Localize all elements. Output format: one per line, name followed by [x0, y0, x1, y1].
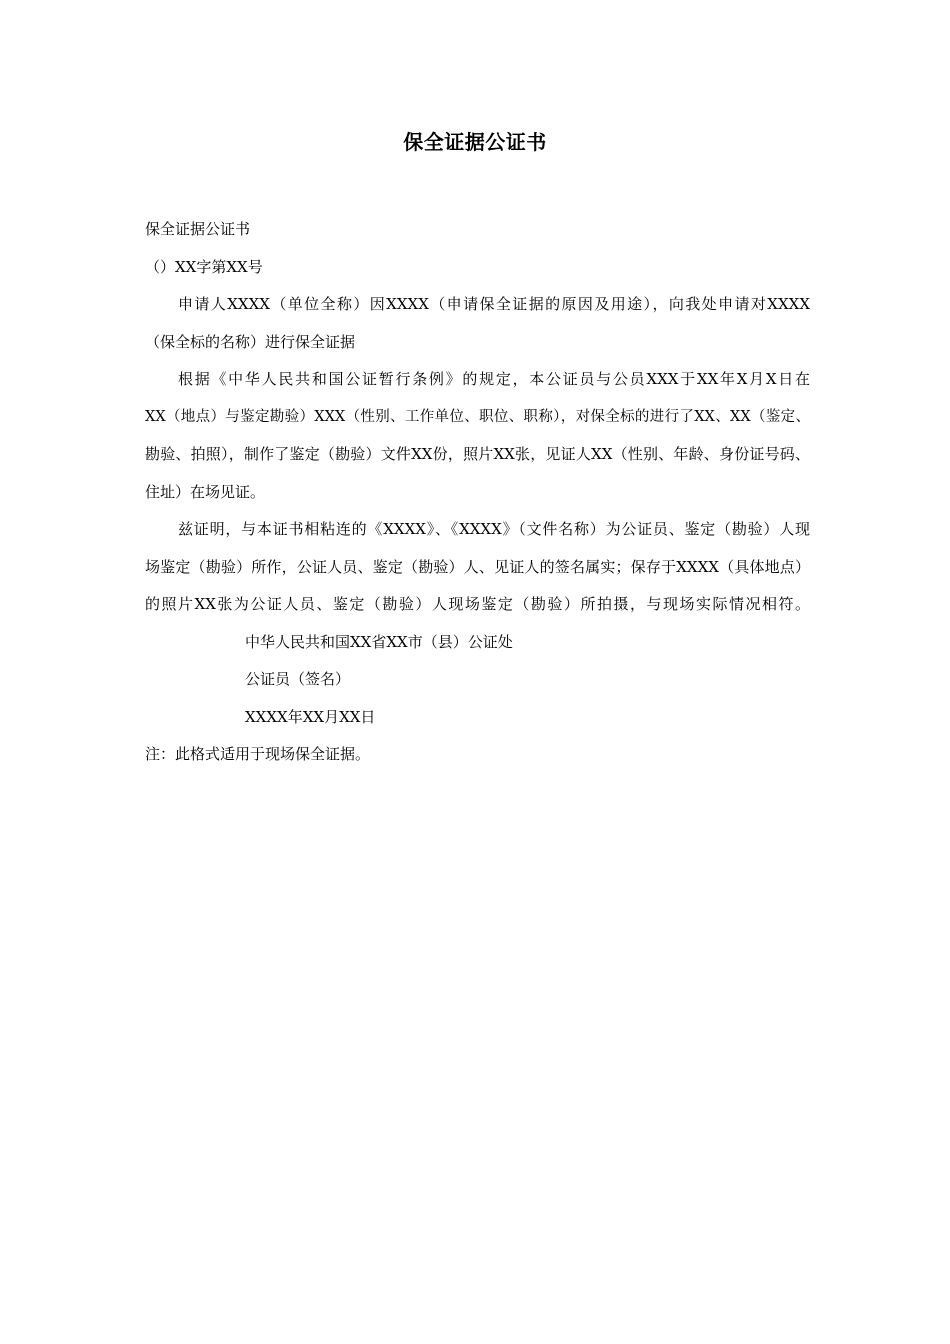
document-title: 保全证据公证书 — [403, 130, 547, 154]
paragraph-line: 场鉴定（勘验）所作，公证人员、鉴定（勘验）人、见证人的签名属实；保存于XXXX（具体地点） — [145, 557, 810, 576]
notary-signature-line: 公证员（签名） — [245, 670, 351, 688]
paragraph-line: 勘验、拍照），制作了鉴定（勘验）文件XX份，照片XX张，见证人XX（性别、年龄、身份证号码、 — [145, 445, 810, 463]
notary-office-line: 中华人民共和国XX省XX市（县）公证处 — [245, 632, 513, 651]
paragraph-line: XX（地点）与鉴定勘验）XXX（性别、工作单位、职位、职称），对保全标的进行了XX、XX（鉴定、 — [145, 408, 810, 425]
heading-line: 保全证据公证书 — [145, 220, 251, 238]
paragraph-line: （保全标的名称）进行保全证据 — [145, 332, 356, 351]
date-line: XXXX年XX月XX日 — [245, 707, 376, 726]
paragraph-line: 兹证明，与本证书相粘连的《XXXX》、《XXXX》（文件名称）为公证员、鉴定（勘验）人现 — [178, 520, 810, 538]
note-line: 注：此格式适用于现场保全证据。 — [145, 745, 371, 763]
paragraph-line: 申请人XXXX（单位全称）因XXXX（申请保全证据的原因及用途），向我处申请对XXXX — [178, 295, 810, 313]
paragraph-line: 的照片XX张为公证人员、鉴定（勘验）人现场鉴定（勘验）所拍摄，与现场实际情况相符。 — [145, 595, 810, 613]
paragraph-line: 住址）在场见证。 — [145, 482, 266, 501]
paragraph-line: 根据《中华人民共和国公证暂行条例》的规定，本公证员与公员XXX于XX年X月X日在 — [178, 370, 810, 388]
document-number-line: （）XX字第XX号 — [145, 257, 263, 276]
document-body — [145, 216, 810, 779]
